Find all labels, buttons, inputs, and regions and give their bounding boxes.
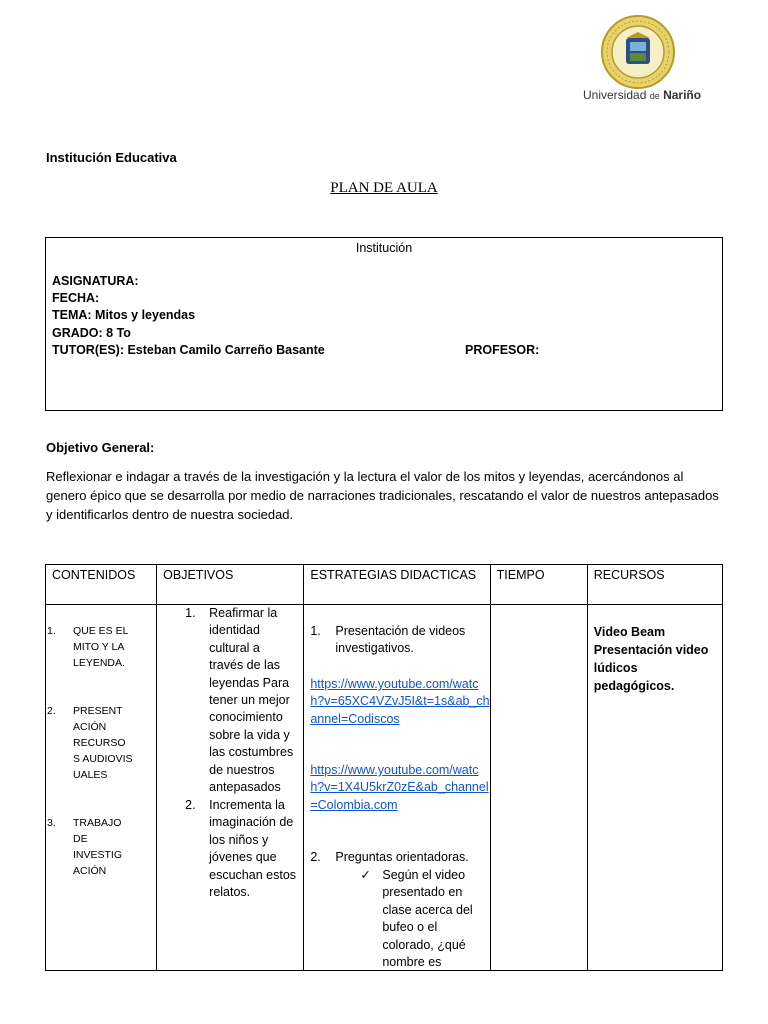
contenidos-cell [46, 605, 157, 971]
list-item [47, 703, 135, 783]
tiempo-cell [490, 605, 587, 971]
table-header-row [46, 565, 723, 605]
university-seal-icon [600, 14, 676, 90]
list-number: 2. [185, 798, 196, 812]
list-number: 3. [47, 817, 56, 829]
estrategias-cell [304, 605, 490, 971]
objective-heading: Objetivo General: [46, 440, 155, 455]
header-objetivos: OBJETIVOS [157, 565, 304, 605]
list-number: 1. [185, 606, 196, 620]
youtube-link-1[interactable]: https://www.youtube.com/watch?v=65XC4VZvJ5I&t=1s&ab_channel=Codiscos [310, 677, 490, 726]
list-text: PRESENT ACIÓN RECURSO S AUDIOVIS UALES [73, 705, 133, 781]
tema-label: TEMA: Mitos y leyendas [52, 308, 196, 322]
list-item [47, 815, 135, 879]
header-estrategias: ESTRATEGIAS DIDACTICAS [304, 565, 490, 605]
header-contenidos: CONTENIDOS [46, 565, 157, 605]
asignatura-label: ASIGNATURA: [52, 274, 139, 288]
grado-label: GRADO: 8 To [52, 326, 131, 340]
list-item [185, 797, 297, 901]
table-row [46, 605, 723, 971]
page-title: PLAN DE AULA [330, 180, 438, 196]
header-recursos: RECURSOS [587, 565, 722, 605]
list-item [360, 867, 482, 970]
plan-table [45, 564, 723, 971]
list-text: Preguntas orientadoras. [335, 850, 469, 864]
recursos-cell [587, 605, 722, 971]
list-text: Incrementa la imaginación de los niños y jóvenes que escuchan estos relatos. [209, 798, 297, 900]
list-number: 1. [47, 625, 56, 637]
objective-text: Reflexionar e indagar a través de la investigación y la lectura el valor de los mitos y leyendas, acercándonos al genero épico que se desarrolla por medio de narraciones tradicionales, rescatando el valor de nuestros antepasados y identificarlos dentro de nuestra sociedad. [46, 469, 719, 522]
list-item [185, 605, 297, 796]
list-text: Según el video presentado en clase acerca del bufeo o el colorado, ¿qué nombre es [382, 868, 473, 970]
university-name-part: Universidad [583, 88, 647, 102]
tutor-label: TUTOR(ES): Esteban Camilo Carreño Basante [52, 343, 325, 357]
list-item [47, 623, 135, 671]
list-text: TRABAJO DE INVESTIG ACIÓN [73, 817, 123, 877]
university-name-part: de [649, 91, 660, 101]
recursos-text: Video Beam Presentación video lúdicos pedagógicos. [593, 625, 709, 693]
university-name [583, 88, 701, 102]
list-text: QUE ES EL MITO Y LA LEYENDA. [73, 625, 129, 669]
institution-line: Institución Educativa [46, 150, 177, 165]
list-number: 2. [310, 850, 321, 864]
youtube-link-2[interactable]: https://www.youtube.com/watch?v=1X4U5krZ0zE&ab_channel=Colombia.com [310, 763, 489, 812]
list-item [310, 849, 489, 866]
list-text: Presentación de videos investigativos. [335, 624, 466, 656]
list-number: 2. [47, 705, 56, 717]
header-tiempo: TIEMPO [490, 565, 587, 605]
objetivos-cell [157, 605, 304, 971]
info-box [45, 237, 723, 411]
profesor-label: PROFESOR: [465, 343, 540, 357]
list-number: 1. [310, 624, 321, 638]
list-text: Reafirmar la identidad cultural a través de las leyendas Para tener un mejor conocimiento sobre la vida y las costumbres de nuestros antepasados [209, 606, 294, 795]
fecha-label: FECHA: [52, 291, 100, 305]
list-item [310, 623, 489, 658]
university-name-part: Nariño [663, 88, 702, 102]
info-institution-label: Institución [355, 241, 413, 255]
checkmark-icon: ✓ [360, 868, 371, 882]
